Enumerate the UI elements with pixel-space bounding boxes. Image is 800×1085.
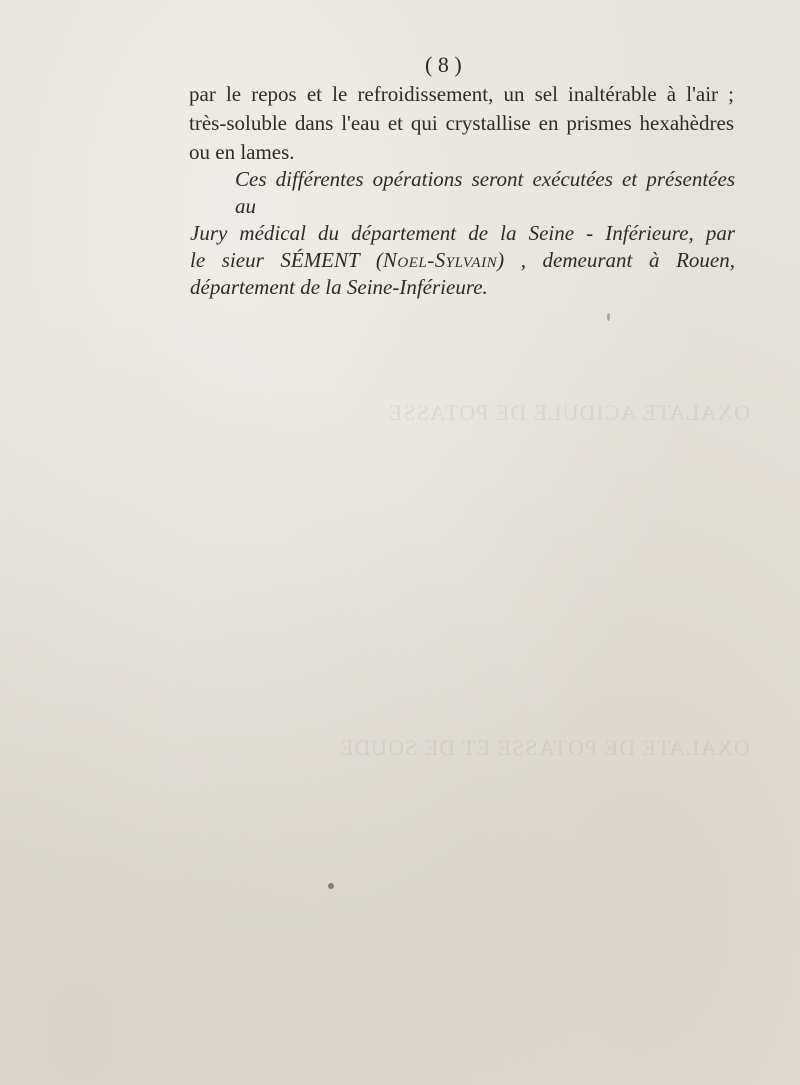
paragraph-chemistry [189, 80, 734, 167]
ink-speck [328, 883, 334, 889]
ink-speck [607, 313, 610, 321]
show-through-text: OXALATE ACIDULE DE POTASSE [387, 400, 750, 425]
text-line: département de la Seine-Inférieure. [190, 275, 488, 299]
text-fragment: le sieur SÉMENT ( [190, 248, 383, 272]
author-name: Noel-Sylvain [382, 248, 498, 272]
paragraph-jury-notice [190, 166, 735, 301]
page-number: ( 8 ) [425, 52, 462, 77]
text-line [190, 247, 735, 274]
text-line: ou en lames. [189, 140, 295, 164]
text-line: Jury médical du département de la Seine - Inférieure, par [190, 221, 735, 245]
text-fragment: ) , demeurant à Rouen, [497, 248, 735, 272]
text-line: par le repos et le refroidissement, un sel inaltérable à l'air ; [189, 82, 734, 106]
text-line: Ces différentes opérations seront exécutées et présentées au [235, 167, 735, 218]
text-line: très-soluble dans l'eau et qui crystallise en prismes hexahèdres [189, 111, 734, 135]
show-through-text: OXALATE DE POTASSE ET DE SOUDE [339, 735, 750, 760]
